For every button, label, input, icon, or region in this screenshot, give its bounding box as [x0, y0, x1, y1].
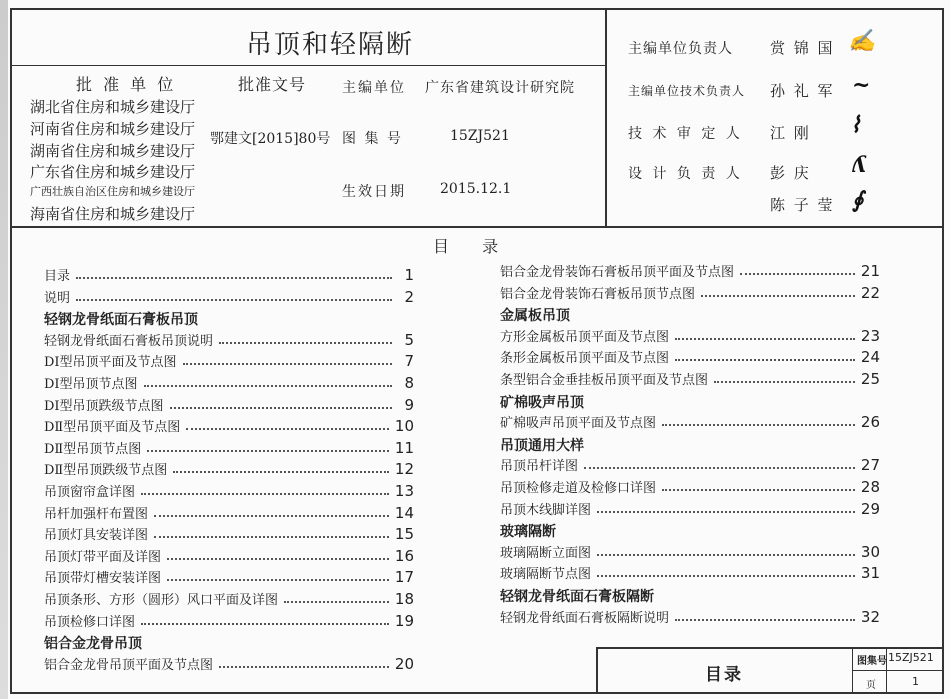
- responsible-label-2: 主编单位技术负责人: [628, 84, 746, 98]
- toc-entry-page: 18: [394, 590, 414, 608]
- page-number: 1: [912, 675, 919, 688]
- approval-unit-6: 海南省住房和城乡建设厅: [30, 205, 196, 223]
- atlas-value: 15ZJ521: [888, 651, 934, 664]
- toc-entry[interactable]: [44, 286, 414, 306]
- toc-entry-page: 10: [394, 417, 414, 436]
- toc-entry[interactable]: [500, 260, 880, 280]
- toc-leader-dots: [584, 467, 855, 469]
- approval-unit-3: 湖南省住房和城乡建设厅: [30, 142, 196, 160]
- toc-entry-title: DⅡ型吊顶跌级节点图: [44, 463, 168, 479]
- toc-leader-dots: [597, 575, 855, 577]
- toc-entry[interactable]: [44, 437, 414, 457]
- toc-section-heading: 矿棉吸声吊顶: [500, 394, 584, 411]
- toc-entry-title: DⅡ型吊顶节点图: [44, 441, 142, 457]
- toc-entry-title: 矿棉吸声吊顶平面及节点图: [500, 416, 657, 432]
- toc-entry-title: 吊杆加强杆布置图: [44, 506, 149, 522]
- toc-leader-dots: [173, 471, 389, 473]
- toc-leader-dots: [167, 558, 389, 560]
- toc-entry[interactable]: [44, 523, 414, 543]
- responsible-name-1: 赏 锦 国: [770, 39, 835, 57]
- toc-leader-dots: [167, 579, 389, 581]
- atlas-number-value: 15ZJ521: [450, 128, 510, 144]
- toc-section-heading: 轻钢龙骨纸面石膏板吊顶: [44, 312, 198, 329]
- toc-entry[interactable]: [500, 454, 880, 474]
- toc-entry-page: 2: [404, 287, 414, 306]
- toc-entry-page: 14: [394, 503, 414, 522]
- responsible-label-4: 设 计 负 责 人: [628, 166, 743, 182]
- toc-entry-page: 15: [394, 525, 414, 544]
- toc-entry-page: 5: [404, 330, 414, 349]
- responsible-name-2: 孙 礼 军: [770, 82, 835, 100]
- toc-leader-dots: [662, 424, 855, 426]
- toc-entry[interactable]: [500, 282, 880, 302]
- approval-unit-2: 河南省住房和城乡建设厅: [30, 120, 196, 138]
- header-vertical-divider: [605, 8, 607, 227]
- responsible-name-3: 江 刚: [770, 124, 811, 142]
- toc-entry-title: 条形金属板吊顶平面及节点图: [500, 351, 670, 367]
- toc-entry[interactable]: [44, 415, 414, 435]
- toc-entry[interactable]: [44, 329, 414, 349]
- toc-entry-title: 吊顶带灯槽安装详图: [44, 571, 162, 587]
- toc-entry-title: 条型铝合金垂挂板吊顶平面及节点图: [500, 373, 709, 388]
- toc-leader-dots: [597, 554, 855, 556]
- toc-leader-dots: [147, 450, 389, 452]
- toc-leader-dots: [675, 619, 855, 621]
- toc-entry[interactable]: [44, 264, 414, 284]
- toc-entry-title: 目录: [44, 269, 71, 284]
- atlas-number-label: 图 集 号: [342, 131, 403, 147]
- toc-entry-title: 玻璃隔断节点图: [500, 567, 592, 583]
- toc-entry[interactable]: [500, 606, 880, 626]
- toc-section-heading: 轻钢龙骨纸面石膏板隔断: [500, 589, 654, 605]
- toc-entry-page: 13: [394, 482, 414, 500]
- toc-leader-dots: [219, 666, 389, 668]
- toc-leader-dots: [675, 359, 855, 361]
- toc-entry-page: 7: [404, 352, 414, 371]
- toc-entry-title: 铝合金龙骨装饰石膏板吊顶节点图: [500, 286, 696, 302]
- toc-entry-page: 25: [860, 370, 880, 388]
- toc-entry-page: 1: [404, 266, 414, 284]
- toc-entry-page: 26: [860, 413, 880, 432]
- toc-entry[interactable]: [44, 480, 414, 500]
- toc-entry-page: 32: [860, 607, 880, 626]
- responsible-name-4: 彭 庆: [770, 164, 811, 182]
- toc-entry-page: 31: [860, 564, 880, 583]
- toc-entry[interactable]: [500, 368, 880, 388]
- toc-leader-dots: [141, 623, 389, 625]
- title-block-row-divider: [852, 670, 944, 671]
- toc-entry[interactable]: [500, 476, 880, 496]
- effective-date-value: 2015.12.1: [440, 181, 512, 197]
- toc-entry[interactable]: [44, 502, 414, 522]
- toc-entry[interactable]: [500, 325, 880, 345]
- signature-4: ʎ: [852, 152, 866, 178]
- toc-leader-dots: [144, 385, 392, 387]
- toc-leader-dots: [701, 295, 855, 297]
- editor-label: 主编单位: [342, 80, 406, 96]
- toc-entry-page: 12: [394, 460, 414, 479]
- toc-leader-dots: [154, 536, 389, 538]
- toc-leader-dots: [714, 381, 855, 383]
- toc-entry-title: 铝合金龙骨装饰石膏板吊顶平面及节点图: [500, 265, 735, 280]
- toc-entry-page: 8: [404, 374, 414, 392]
- binding-edge: [0, 0, 8, 699]
- toc-leader-dots: [154, 515, 389, 517]
- toc-entry-page: 23: [860, 326, 880, 345]
- signature-3: ⌇: [850, 112, 861, 138]
- approval-unit-5: 广西壮族自治区住房和城乡建设厅: [30, 185, 195, 198]
- toc-entry-page: 11: [394, 438, 414, 457]
- approval-unit-label: 批 准 单 位: [76, 75, 177, 94]
- toc-leader-dots: [662, 489, 855, 491]
- toc-entry-page: 28: [860, 478, 880, 496]
- toc-entry[interactable]: [44, 458, 414, 478]
- signature-1: ✍: [848, 28, 876, 54]
- toc-entry[interactable]: [44, 610, 414, 630]
- toc-entry-title: DⅠ型吊顶节点图: [44, 377, 138, 392]
- toc-entry[interactable]: [44, 350, 414, 370]
- approval-unit-1: 湖北省住房和城乡建设厅: [30, 98, 196, 116]
- toc-entry-title: 吊顶灯带平面及详图: [44, 549, 162, 565]
- header-divider: [10, 226, 944, 228]
- toc-entry[interactable]: [500, 541, 880, 561]
- toc-section-heading: 玻璃隔断: [500, 524, 556, 541]
- toc-entry[interactable]: [44, 588, 414, 608]
- toc-entry[interactable]: [44, 394, 414, 414]
- toc-section-heading: 吊顶通用大样: [500, 437, 584, 454]
- editor-value: 广东省建筑设计研究院: [425, 80, 575, 96]
- toc-entry-title: 轻钢龙骨纸面石膏板隔断说明: [500, 610, 670, 626]
- toc-entry-page: 29: [860, 499, 880, 518]
- sheet-title: 目录: [705, 665, 743, 685]
- approval-doc-number: 鄂建文[2015]80号: [210, 131, 331, 147]
- toc-entry-title: 玻璃隔断立面图: [500, 545, 592, 561]
- responsible-name-5: 陈 子 莹: [770, 196, 835, 214]
- toc-entry[interactable]: [500, 562, 880, 582]
- toc-entry-title: DⅡ型吊顶平面及节点图: [44, 420, 181, 436]
- toc-entry-title: 方形金属板吊顶平面及节点图: [500, 329, 670, 345]
- toc-entry-title: 吊顶木线脚详图: [500, 502, 592, 518]
- toc-entry-title: 吊顶吊杆详图: [500, 459, 579, 475]
- toc-leader-dots: [597, 511, 855, 513]
- toc-entry-page: 27: [860, 456, 880, 475]
- toc-leader-dots: [284, 601, 389, 603]
- effective-date-label: 生效日期: [342, 184, 406, 200]
- toc-entry-page: 9: [404, 395, 414, 414]
- toc-entry-title: 铝合金龙骨吊顶平面及节点图: [44, 657, 214, 673]
- toc-entry-title: 吊顶检修口详图: [44, 614, 136, 630]
- toc-entry-page: 21: [860, 262, 880, 280]
- toc-leader-dots: [740, 273, 855, 275]
- toc-leader-dots: [76, 299, 392, 301]
- toc-entry[interactable]: [500, 498, 880, 518]
- toc-entry-page: 17: [394, 568, 414, 587]
- toc-entry-title: 吊顶检修走道及检修口详图: [500, 481, 657, 496]
- toc-section-heading: 铝合金龙骨吊顶: [44, 636, 142, 653]
- signature-5: ∮: [852, 187, 864, 213]
- toc-entry-title: 轻钢龙骨纸面石膏板吊顶说明: [44, 333, 214, 349]
- toc-entry-title: 说明: [44, 290, 71, 306]
- toc-entry-title: DⅠ型吊顶跌级节点图: [44, 398, 164, 414]
- toc-leader-dots: [170, 407, 392, 409]
- toc-leader-dots: [76, 277, 392, 279]
- toc-entry[interactable]: [500, 346, 880, 366]
- atlas-label: 图集号: [857, 656, 887, 667]
- toc-entry-page: 19: [394, 611, 414, 630]
- toc-leader-dots: [675, 338, 855, 340]
- page-title: 吊顶和轻隔断: [246, 30, 415, 60]
- toc-entry-title: 吊顶灯具安装详图: [44, 528, 149, 544]
- approval-unit-4: 广东省住房和城乡建设厅: [30, 163, 196, 181]
- toc-entry-title: 吊顶窗帘盒详图: [44, 485, 136, 500]
- toc-entry[interactable]: [500, 411, 880, 431]
- toc-entry[interactable]: [44, 653, 414, 673]
- toc-section-heading: 金属板吊顶: [500, 308, 570, 325]
- toc-entry-title: DⅠ型吊顶平面及节点图: [44, 355, 177, 371]
- toc-entry[interactable]: [44, 372, 414, 392]
- toc-leader-dots: [219, 342, 392, 344]
- toc-entry-page: 22: [860, 283, 880, 302]
- toc-entry-page: 16: [394, 546, 414, 565]
- toc-heading: 目 录: [433, 237, 513, 256]
- toc-entry[interactable]: [44, 566, 414, 586]
- page-label: 页: [866, 680, 876, 691]
- toc-entry-page: 30: [860, 542, 880, 561]
- toc-leader-dots: [141, 493, 389, 495]
- toc-leader-dots: [183, 363, 392, 365]
- toc-leader-dots: [186, 428, 389, 430]
- toc-entry-page: 20: [394, 654, 414, 673]
- responsible-label-1: 主编单位负责人: [628, 41, 733, 57]
- signature-2: ~: [852, 72, 871, 98]
- title-underline: [10, 65, 606, 66]
- toc-entry[interactable]: [44, 545, 414, 565]
- approval-doc-label: 批准文号: [238, 75, 307, 94]
- responsible-label-3: 技 术 审 定 人: [628, 126, 743, 142]
- toc-entry-title: 吊顶条形、方形（圆形）风口平面及详图: [44, 593, 279, 608]
- toc-entry-page: 24: [860, 348, 880, 367]
